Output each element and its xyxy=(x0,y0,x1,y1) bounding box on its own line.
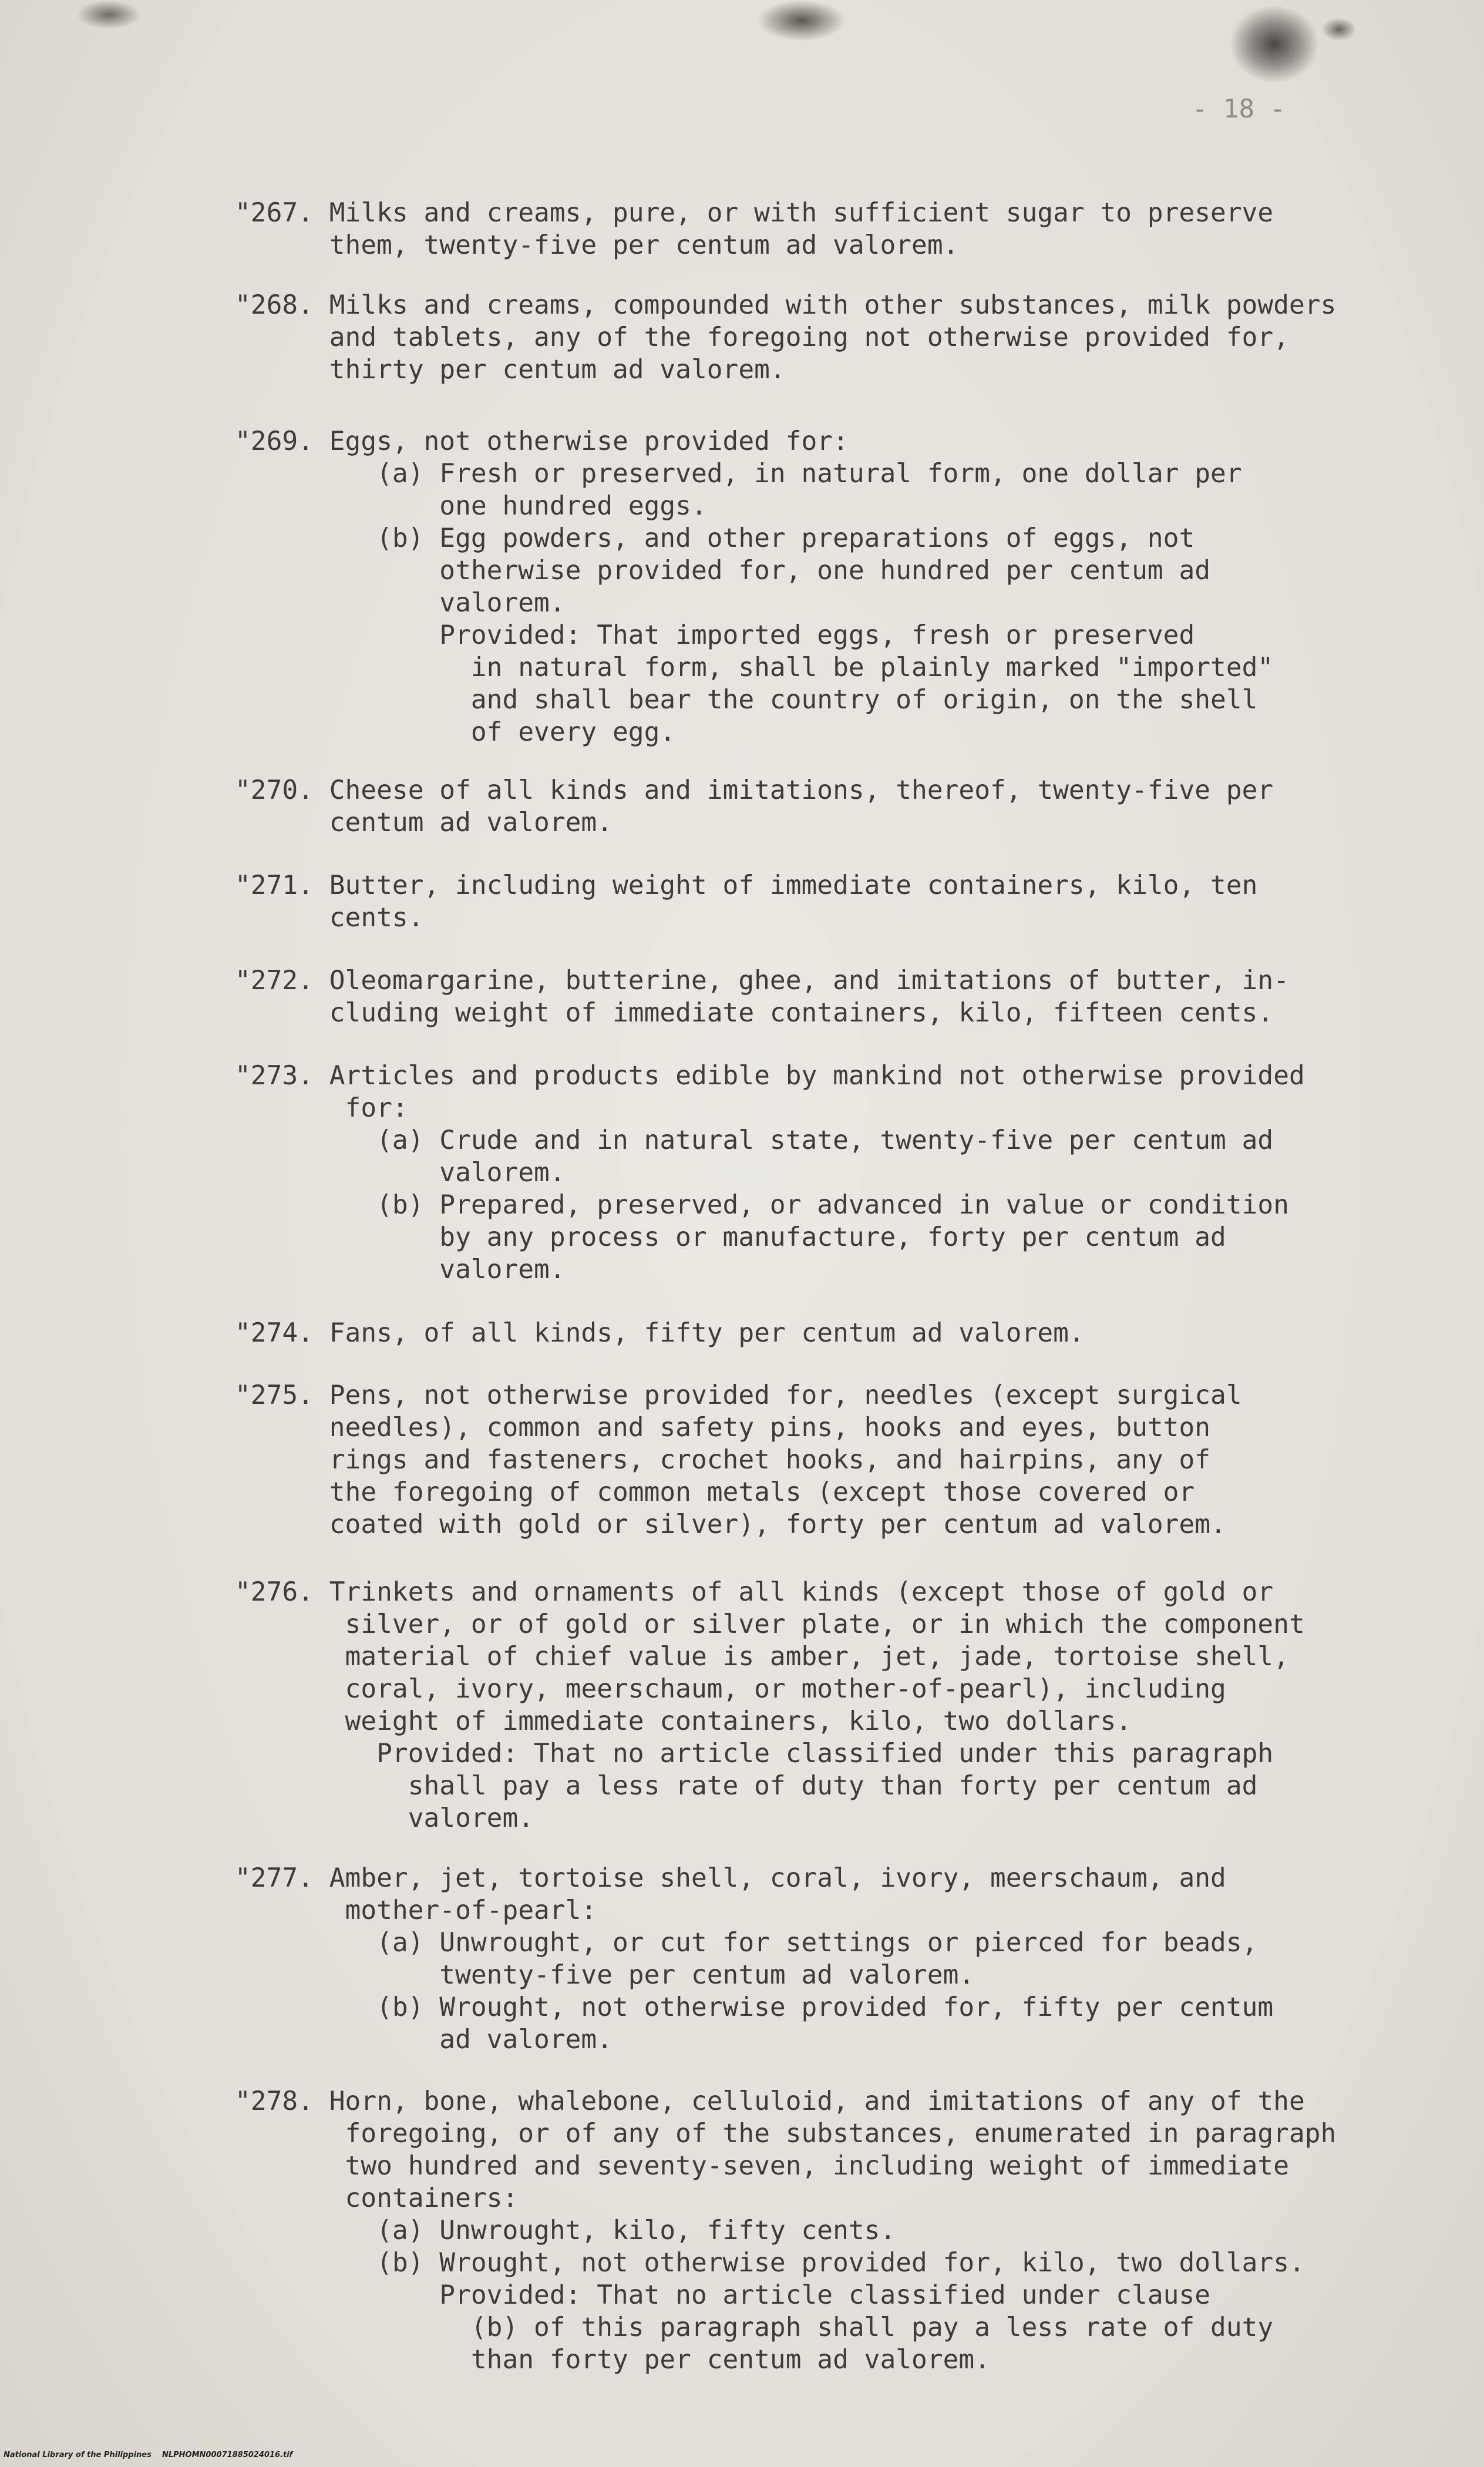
text-line: twenty-five per centum ad valorem. xyxy=(235,1960,975,1990)
paragraph-267 xyxy=(235,197,1386,261)
paragraph-276 xyxy=(235,1576,1386,1834)
page-number: - 18 - xyxy=(1192,94,1286,124)
text-line: the foregoing of common metals (except those covered or xyxy=(235,1477,1195,1507)
text-line: ad valorem. xyxy=(235,2025,613,2055)
text-line: one hundred eggs. xyxy=(235,491,707,521)
text-line: and tablets, any of the foregoing not otherwise provided for, xyxy=(235,322,1290,352)
text-line: "272. Oleomargarine, butterine, ghee, and imitations of butter, in- xyxy=(235,966,1290,996)
text-line: in natural form, shall be plainly marked "imported" xyxy=(235,653,1274,683)
text-line: (a) Crude and in natural state, twenty-five per centum ad xyxy=(235,1125,1274,1155)
text-line: Provided: That no article classified under clause xyxy=(235,2280,1211,2310)
text-line: valorem. xyxy=(235,588,566,618)
text-line: them, twenty-five per centum ad valorem. xyxy=(235,230,959,260)
text-line: valorem. xyxy=(235,1158,566,1188)
text-line: valorem. xyxy=(235,1803,534,1833)
ink-stain xyxy=(1321,18,1357,41)
text-line: foregoing, or of any of the substances, enumerated in paragraph xyxy=(235,2119,1337,2149)
paragraph-277 xyxy=(235,1862,1386,2056)
text-line: (a) Unwrought, or cut for settings or pierced for beads, xyxy=(235,1928,1258,1958)
text-line: two hundred and seventy-seven, including weight of immediate xyxy=(235,2151,1290,2181)
text-line: needles), common and safety pins, hooks and eyes, button xyxy=(235,1413,1211,1443)
text-line: "269. Eggs, not otherwise provided for: xyxy=(235,426,849,456)
text-line: cents. xyxy=(235,903,424,933)
text-line: (b) of this paragraph shall pay a less rate of duty xyxy=(235,2313,1274,2342)
text-line: "273. Articles and products edible by mankind not otherwise provided xyxy=(235,1061,1305,1091)
text-line: silver, or of gold or silver plate, or in which the component xyxy=(235,1609,1305,1639)
text-line: Provided: That no article classified under this paragraph xyxy=(235,1739,1274,1769)
ink-stain xyxy=(76,0,141,29)
text-line: and shall bear the country of origin, on the shell xyxy=(235,685,1258,715)
text-line: (b) Wrought, not otherwise provided for, fifty per centum xyxy=(235,1992,1274,2022)
text-line: coated with gold or silver), forty per centum ad valorem. xyxy=(235,1510,1226,1540)
text-line: by any process or manufacture, forty per centum ad xyxy=(235,1222,1226,1252)
text-line: cluding weight of immediate containers, kilo, fifteen cents. xyxy=(235,998,1274,1028)
text-line: (b) Prepared, preserved, or advanced in value or condition xyxy=(235,1190,1290,1220)
text-line: (b) Egg powders, and other preparations of eggs, not xyxy=(235,523,1195,553)
text-line: "277. Amber, jet, tortoise shell, coral, ivory, meerschaum, and xyxy=(235,1863,1226,1893)
paragraph-270 xyxy=(235,774,1386,839)
paragraph-275 xyxy=(235,1379,1386,1541)
text-line: material of chief value is amber, jet, jade, tortoise shell, xyxy=(235,1642,1290,1672)
text-line: "270. Cheese of all kinds and imitations, thereof, twenty-five per xyxy=(235,775,1274,805)
text-line: "271. Butter, including weight of immediate containers, kilo, ten xyxy=(235,870,1258,900)
text-line: "268. Milks and creams, compounded with other substances, milk powders xyxy=(235,290,1337,320)
paragraph-271 xyxy=(235,869,1386,934)
text-line: mother-of-pearl: xyxy=(235,1895,597,1925)
text-line: of every egg. xyxy=(235,717,676,747)
text-line: for: xyxy=(235,1093,408,1123)
paragraph-278 xyxy=(235,2085,1386,2376)
text-line: "275. Pens, not otherwise provided for, needles (except surgical xyxy=(235,1380,1242,1410)
paragraph-272 xyxy=(235,964,1386,1029)
text-line: (a) Fresh or preserved, in natural form, one dollar per xyxy=(235,459,1242,489)
text-line: shall pay a less rate of duty than forty per centum ad xyxy=(235,1771,1258,1801)
paragraph-268 xyxy=(235,289,1386,386)
text-line: "276. Trinkets and ornaments of all kinds (except those of gold or xyxy=(235,1577,1274,1607)
paragraph-273 xyxy=(235,1060,1386,1286)
text-line: "267. Milks and creams, pure, or with sufficient sugar to preserve xyxy=(235,198,1274,228)
text-line: rings and fasteners, crochet hooks, and hairpins, any of xyxy=(235,1445,1211,1475)
text-line: thirty per centum ad valorem. xyxy=(235,355,786,385)
text-line: centum ad valorem. xyxy=(235,808,613,838)
text-line: than forty per centum ad valorem. xyxy=(235,2345,990,2375)
text-line: Provided: That imported eggs, fresh or preserved xyxy=(235,620,1195,650)
ink-stain xyxy=(758,0,846,41)
text-line: (b) Wrought, not otherwise provided for, kilo, two dollars. xyxy=(235,2248,1305,2278)
text-line: valorem. xyxy=(235,1255,566,1285)
paragraph-274 xyxy=(235,1317,1386,1349)
text-line: "278. Horn, bone, whalebone, celluloid, and imitations of any of the xyxy=(235,2086,1305,2116)
text-line: otherwise provided for, one hundred per centum ad xyxy=(235,556,1211,586)
text-line: coral, ivory, meerschaum, or mother-of-pearl), including xyxy=(235,1674,1226,1704)
ink-stain xyxy=(1230,6,1318,82)
text-line: (a) Unwrought, kilo, fifty cents. xyxy=(235,2216,896,2246)
archive-footer: National Library of the Philippines NLPHOMN00071885024016.tif xyxy=(4,2451,293,2459)
paragraph-269 xyxy=(235,425,1386,748)
text-line: weight of immediate containers, kilo, two dollars. xyxy=(235,1706,1132,1736)
text-line: "274. Fans, of all kinds, fifty per centum ad valorem. xyxy=(235,1318,1085,1348)
text-line: containers: xyxy=(235,2183,519,2213)
